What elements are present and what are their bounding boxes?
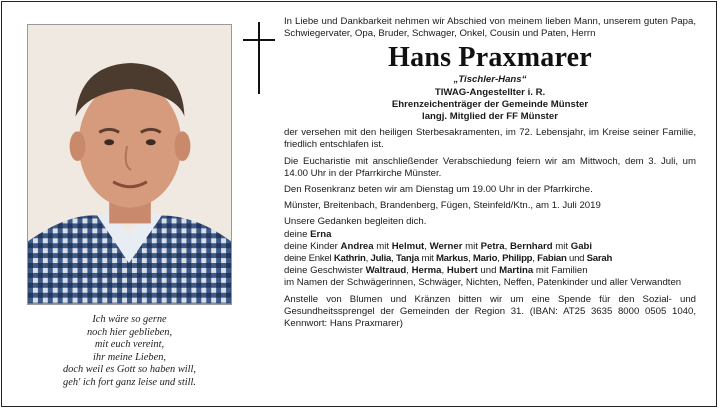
sibling-name: Martina — [499, 265, 534, 277]
child-name: Helmut — [391, 240, 425, 252]
grandchild-name: Kathrin — [333, 253, 366, 265]
portrait-photo-icon — [28, 25, 231, 304]
child-name: Andrea — [340, 240, 374, 252]
child-name: Gabi — [570, 240, 593, 252]
wife-line — [284, 229, 696, 241]
poem-line: geh' ich fort ganz leise und still. — [63, 376, 196, 388]
child-name: Petra — [480, 240, 505, 252]
name-separator: und — [477, 265, 500, 277]
name-separator: , — [424, 240, 430, 252]
sibling-name: Hubert — [446, 265, 478, 277]
name-separator: , — [504, 240, 510, 252]
poem-line: mit euch vereint, — [94, 339, 165, 351]
grandchild-name: Markus — [435, 253, 469, 265]
obituary-notice — [1, 1, 717, 407]
place-date: Münster, Breitenbach, Brandenberg, Fügen, Steinfeld/Ktn., am 1. Juli 2019 — [284, 200, 601, 212]
intro-text: In Liebe und Dankbarkeit nehmen wir Abschied von meinem lieben Mann, unserem guten Papa, Schwiegervater, Opa, Bruder, Schwager, Onkel, Cousin und Paten, Herrn — [284, 16, 696, 40]
donation-text: Anstelle von Blumen und Kränzen bitten wir um eine Spende für den Sozial- und Gesundheitssprengel der Gemeinden der Region 31. (IBAN: AT25 3635 8000 0505 1040, Kennwort: Hans Praxmarer) — [284, 293, 696, 330]
honor-title: Ehrenzeichenträger der Gemeinde Münster — [391, 98, 589, 110]
grandchildren-prefix: deine Enkel — [284, 253, 332, 265]
grandchild-name: Tanja — [395, 253, 420, 265]
child-name: Werner — [429, 240, 463, 252]
grandchildren-line — [284, 253, 696, 265]
name-separator: , — [532, 253, 538, 265]
job-title: TIWAG-Angestellter i. R. — [434, 86, 546, 98]
grandchild-name: Fabian — [537, 253, 567, 265]
name-separator: mit — [373, 240, 392, 252]
name-separator: , — [365, 253, 371, 265]
sibling-name: Waltraud — [365, 265, 407, 277]
eucharist-text: Die Eucharistie mit anschließender Verabschiedung feiern wir am Mittwoch, dem 3. Juli, um 14.00 Uhr in der Pfarrkirche Münster. — [284, 155, 696, 179]
death-text: der versehen mit den heiligen Sterbesakramenten, im 72. Lebensjahr, im Kreise seiner Familie, friedlich entschlafen ist. — [284, 127, 696, 151]
cross-icon — [243, 22, 275, 94]
name-separator: und — [566, 253, 587, 265]
children-line — [284, 241, 696, 253]
grandchild-name: Sarah — [586, 253, 613, 265]
siblings-line — [284, 265, 696, 277]
grandchild-name: Mario — [472, 253, 498, 265]
child-name: Bernhard — [509, 240, 553, 252]
deceased-name: Hans Praxmarer — [388, 42, 592, 74]
wife-name: Erna — [310, 228, 332, 240]
membership-title: langj. Mitglied der FF Münster — [422, 111, 558, 123]
wife-prefix: deine — [284, 228, 308, 240]
name-separator: mit — [552, 240, 571, 252]
nickname: „Tischler-Hans“ — [453, 74, 527, 86]
name-separator: mit — [419, 253, 436, 265]
sibling-name: Herma — [411, 265, 442, 277]
notice-text — [284, 16, 696, 330]
children-prefix: deine Kinder — [284, 240, 338, 252]
name-separator: , — [441, 265, 447, 277]
deceased-titles — [284, 74, 696, 123]
poem-line: doch weil es Gott so haben will, — [62, 364, 197, 376]
name-separator: , — [406, 265, 412, 277]
poem-line: Ich wäre so gerne — [92, 314, 167, 325]
in-laws-text: im Namen der Schwägerinnen, Schwäger, Nichten, Neffen, Patenkinder und aller Verwandten — [284, 277, 682, 289]
grandchild-name: Philipp — [502, 253, 533, 265]
grandchild-name: Julia — [370, 253, 392, 265]
poem-line: noch hier geblieben, — [86, 326, 173, 338]
portrait-photo — [27, 24, 232, 305]
name-separator: , — [497, 253, 503, 265]
name-separator: mit Familien — [533, 265, 588, 277]
memorial-poem — [27, 314, 232, 390]
poem-line: ihr meine Lieben, — [92, 351, 166, 363]
siblings-prefix: deine Geschwister — [284, 265, 363, 277]
name-separator: mit — [462, 240, 481, 252]
name-separator: , — [391, 253, 396, 265]
name-separator: , — [468, 253, 473, 265]
thoughts-text: Unsere Gedanken begleiten dich. — [284, 216, 427, 228]
rosary-text: Den Rosenkranz beten wir am Dienstag um 19.00 Uhr in der Pfarrkirche. — [284, 184, 593, 196]
